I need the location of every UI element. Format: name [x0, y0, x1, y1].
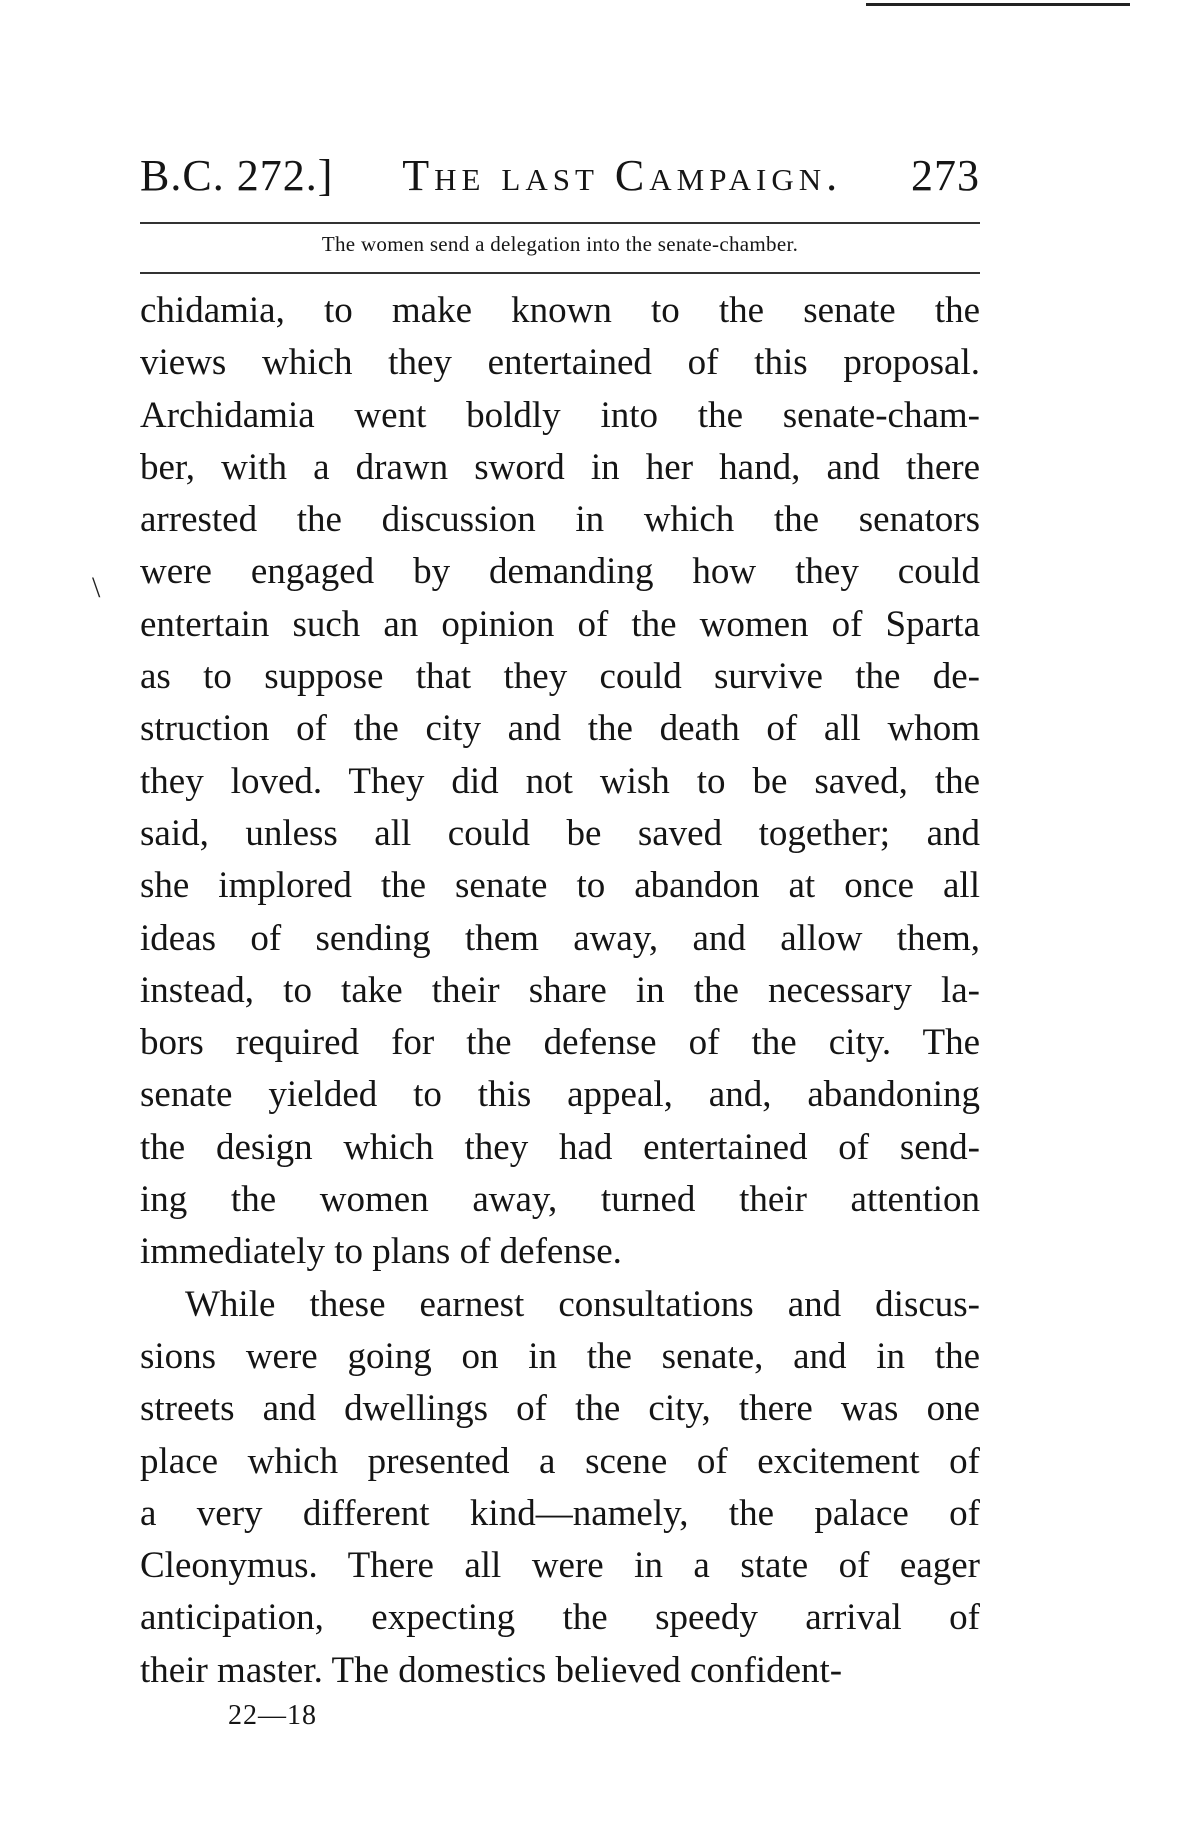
section-subhead: The women send a delegation into the senate-chamber.	[321, 232, 799, 256]
text-line: sions were going on in the senate, and in the	[140, 1335, 980, 1377]
top-edge-rule	[866, 3, 1130, 6]
text-line: While these earnest consultations and discus-	[185, 1283, 980, 1325]
text-line: ideas of sending them away, and allow them,	[140, 917, 980, 959]
paragraph	[140, 285, 980, 1279]
text-line: streets and dwellings of the city, there was one	[140, 1388, 980, 1430]
text-line: as to suppose that they could survive the de-	[140, 656, 980, 698]
running-head-date: B.C. 272.]	[140, 151, 334, 200]
paragraph	[140, 1279, 980, 1697]
text-line: she implored the senate to abandon at once all	[140, 865, 980, 907]
page-number: 273	[911, 151, 980, 200]
text-line: ber, with a drawn sword in her hand, and there	[140, 446, 980, 488]
margin-mark: \	[92, 571, 101, 604]
body-text	[140, 285, 980, 1697]
text-line: struction of the city and the death of all whom	[140, 708, 980, 750]
text-line: immediately to plans of defense.	[140, 1231, 622, 1273]
running-head-title: The last Campaign.	[402, 151, 843, 200]
printer-signature: 22—18	[228, 1700, 317, 1731]
text-line: ing the women away, turned their attention	[140, 1179, 980, 1221]
text-line: bors required for the defense of the city. The	[140, 1022, 980, 1064]
text-line: Archidamia went boldly into the senate-cham-	[140, 394, 980, 436]
text-line: Cleonymus. There all were in a state of eager	[140, 1545, 980, 1587]
text-line: were engaged by demanding how they could	[140, 551, 980, 593]
text-line: their master. The domestics believed confident-	[140, 1649, 843, 1691]
header-rule-top	[140, 222, 980, 224]
text-line: they loved. They did not wish to be saved, the	[140, 760, 980, 802]
text-line: entertain such an opinion of the women of Sparta	[140, 603, 980, 645]
text-line: chidamia, to make known to the senate the	[140, 290, 980, 331]
text-line: said, unless all could be saved together; and	[140, 812, 980, 854]
text-line: anticipation, expecting the speedy arrival of	[140, 1597, 980, 1639]
text-line: senate yielded to this appeal, and, abandoning	[140, 1074, 980, 1116]
text-line: a very different kind—namely, the palace of	[140, 1492, 980, 1534]
text-line: the design which they had entertained of send-	[140, 1126, 980, 1168]
text-line: arrested the discussion in which the senators	[140, 499, 980, 541]
running-head	[140, 150, 980, 210]
header-rule-bottom	[140, 272, 980, 274]
text-line: instead, to take their share in the necessary la-	[140, 969, 980, 1011]
text-line: place which presented a scene of excitement of	[140, 1440, 980, 1482]
text-line: views which they entertained of this proposal.	[140, 342, 980, 384]
